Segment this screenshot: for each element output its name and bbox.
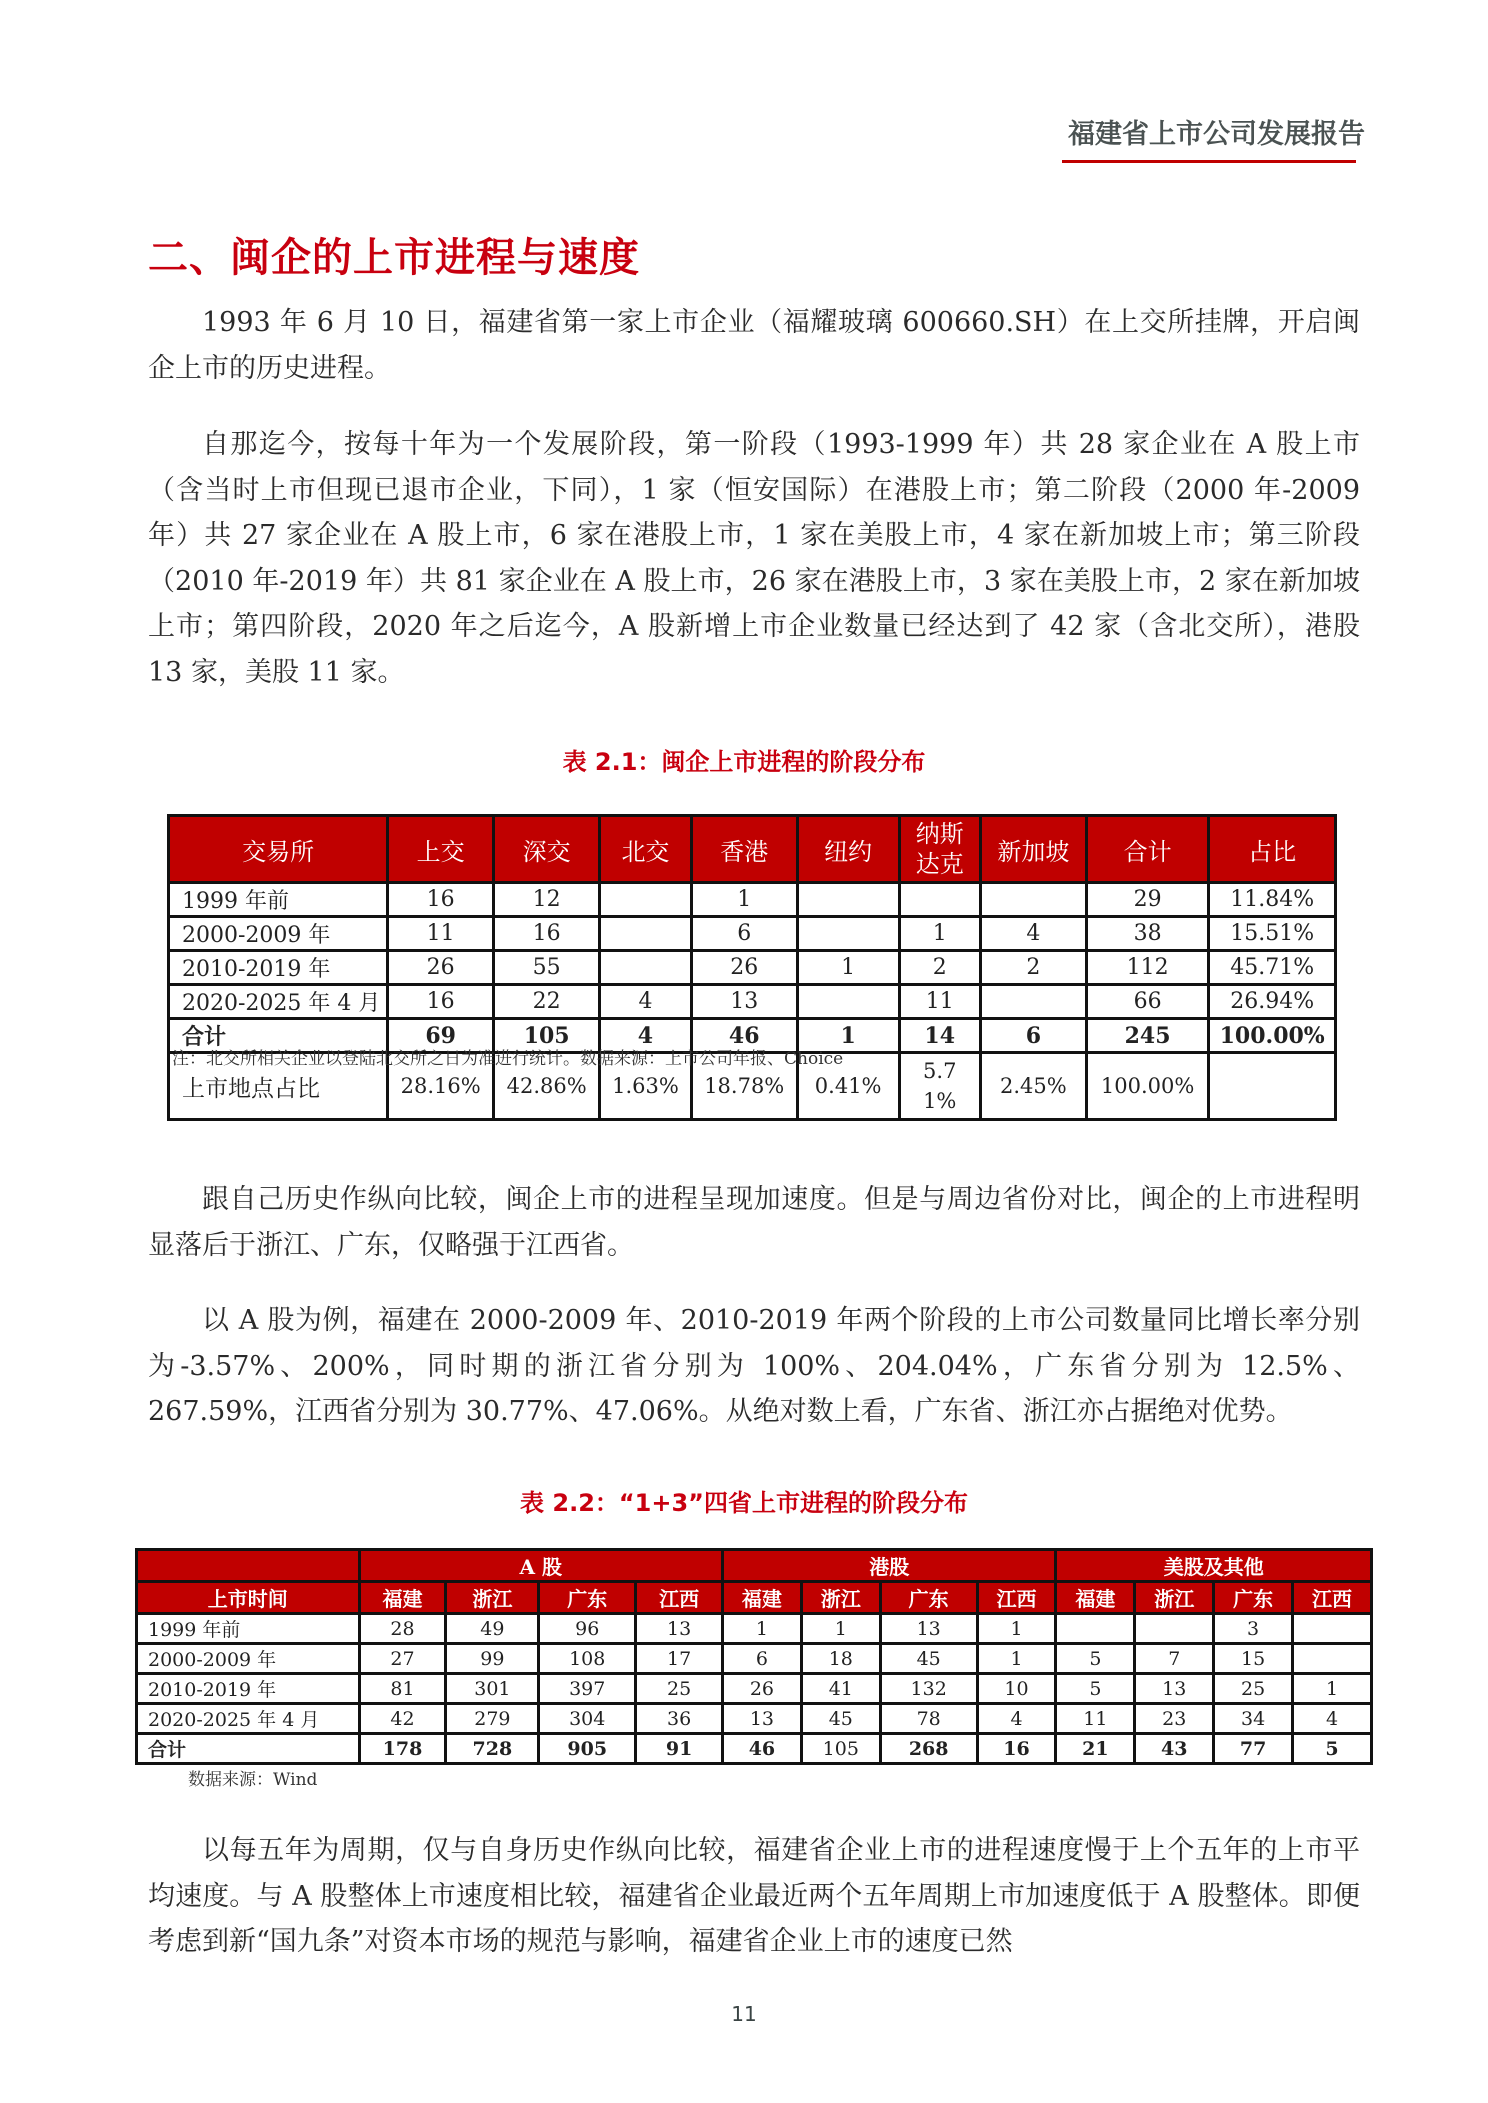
cell: 0.41% <box>797 1053 899 1120</box>
cell: 13 <box>1135 1674 1214 1704</box>
cell: 13 <box>880 1614 977 1644</box>
cell <box>1135 1614 1214 1644</box>
table2-header: 广东 <box>880 1582 977 1614</box>
table1-header: 交易所 <box>169 816 388 883</box>
cell: 2.45% <box>980 1053 1086 1120</box>
cell: 55 <box>494 951 600 985</box>
cell: 7 <box>1135 1644 1214 1674</box>
header-divider <box>1062 160 1356 163</box>
cell: 23 <box>1135 1704 1214 1734</box>
cell: 16 <box>494 917 600 951</box>
cell: 4 <box>980 917 1086 951</box>
table1-header: 香港 <box>691 816 797 883</box>
cell: 301 <box>446 1674 539 1704</box>
cell: 46 <box>723 1734 802 1764</box>
table-row <box>137 1644 1372 1674</box>
cell: 18.78% <box>691 1053 797 1120</box>
cell: 28 <box>359 1614 446 1644</box>
cell: 112 <box>1086 951 1208 985</box>
cell <box>600 951 692 985</box>
cell: 4 <box>977 1704 1056 1734</box>
table-row <box>137 1674 1372 1704</box>
cell: 13 <box>723 1704 802 1734</box>
table2-note: 数据来源：Wind <box>188 1770 318 1790</box>
cell <box>980 985 1086 1019</box>
table2-group-header: 美股及其他 <box>1056 1550 1372 1582</box>
cell <box>980 883 1086 917</box>
cell: 34 <box>1214 1704 1293 1734</box>
cell: 42 <box>359 1704 446 1734</box>
cell: 21 <box>1056 1734 1135 1764</box>
table1-header: 纽约 <box>797 816 899 883</box>
cell: 16 <box>388 883 494 917</box>
cell: 29 <box>1086 883 1208 917</box>
cell: 2 <box>899 951 980 985</box>
row-label: 2010-2019 年 <box>137 1674 360 1704</box>
cell: 4 <box>600 985 692 1019</box>
cell: 3 <box>1214 1614 1293 1644</box>
cell: 1 <box>977 1644 1056 1674</box>
cell: 41 <box>801 1674 880 1704</box>
table1-header: 合计 <box>1086 816 1208 883</box>
cell <box>797 883 899 917</box>
table1-header-row <box>169 816 1336 883</box>
row-label: 2000-2009 年 <box>169 917 388 951</box>
table-row <box>169 951 1336 985</box>
cell: 178 <box>359 1734 446 1764</box>
cell: 46 <box>691 1019 797 1053</box>
table2-header: 福建 <box>1056 1582 1135 1614</box>
cell: 22 <box>494 985 600 1019</box>
table2-header: 广东 <box>539 1582 636 1614</box>
cell: 1 <box>723 1614 802 1644</box>
table-total-row <box>137 1734 1372 1764</box>
table2-header: 浙江 <box>801 1582 880 1614</box>
cell: 14 <box>899 1019 980 1053</box>
cell: 77 <box>1214 1734 1293 1764</box>
cell: 100.00% <box>1209 1019 1336 1053</box>
cell: 15 <box>1214 1644 1293 1674</box>
cell: 1 <box>1293 1674 1372 1704</box>
table1-header: 新加坡 <box>980 816 1086 883</box>
cell: 6 <box>723 1644 802 1674</box>
table2-header: 浙江 <box>446 1582 539 1614</box>
table-row <box>137 1614 1372 1644</box>
table-row <box>169 883 1336 917</box>
cell: 13 <box>636 1614 723 1644</box>
cell: 16 <box>977 1734 1056 1764</box>
section-title: 二、闽企的上市进程与速度 <box>148 235 640 281</box>
cell: 10 <box>977 1674 1056 1704</box>
table2-header: 江西 <box>977 1582 1056 1614</box>
cell: 45 <box>801 1704 880 1734</box>
page-number: 11 <box>731 2002 757 2026</box>
cell: 4 <box>600 1019 692 1053</box>
cell: 105 <box>801 1734 880 1764</box>
cell: 304 <box>539 1704 636 1734</box>
cell: 108 <box>539 1644 636 1674</box>
row-label: 1999 年前 <box>137 1614 360 1644</box>
row-label: 1999 年前 <box>169 883 388 917</box>
table2-group-header: 港股 <box>723 1550 1056 1582</box>
cell: 45 <box>880 1644 977 1674</box>
table2-caption: 表 2.2：“1+3”四省上市进程的阶段分布 <box>520 1489 968 1517</box>
row-label: 2020-2025 年 4 月 <box>169 985 388 1019</box>
paragraph-4: 以 A 股为例，福建在 2000-2009 年、2010-2019 年两个阶段的上市公司数量同比增长率分别为-3.57%、200%，同时期的浙江省分别为 100%、204.04%，广东省分别为 12.5%、267.59%，江西省分别为 30.77%、47.06%。从绝对数上看，广东省、浙江亦占据绝对优势。 <box>148 1305 1360 1427</box>
cell <box>797 917 899 951</box>
cell: 100.00% <box>1086 1053 1208 1120</box>
cell: 78 <box>880 1704 977 1734</box>
cell: 43 <box>1135 1734 1214 1764</box>
cell: 66 <box>1086 985 1208 1019</box>
cell: 38 <box>1086 917 1208 951</box>
row-label: 合计 <box>137 1734 360 1764</box>
cell <box>797 985 899 1019</box>
table-row <box>137 1704 1372 1734</box>
cell: 728 <box>446 1734 539 1764</box>
cell: 6 <box>980 1019 1086 1053</box>
cell: 1 <box>797 951 899 985</box>
paragraph-5: 以每五年为周期，仅与自身历史作纵向比较，福建省企业上市的进程速度慢于上个五年的上市平均速度。与 A 股整体上市速度相比较，福建省企业最近两个五年周期上市加速度低于 A 股整体。即便考虑到新“国九条”对资本市场的规范与影响，福建省企业上市的速度已然 <box>148 1835 1360 1957</box>
cell: 2 <box>980 951 1086 985</box>
table-row <box>169 917 1336 951</box>
cell: 132 <box>880 1674 977 1704</box>
cell: 5 <box>1056 1674 1135 1704</box>
cell <box>899 1053 980 1120</box>
cell: 12 <box>494 883 600 917</box>
cell: 26 <box>723 1674 802 1704</box>
table1-header: 上交 <box>388 816 494 883</box>
table1-header: 深交 <box>494 816 600 883</box>
cell: 25 <box>1214 1674 1293 1704</box>
cell: 26 <box>691 951 797 985</box>
cell: 11 <box>1056 1704 1135 1734</box>
cell: 49 <box>446 1614 539 1644</box>
cell: 245 <box>1086 1019 1208 1053</box>
row-label: 2010-2019 年 <box>169 951 388 985</box>
table2-header: 浙江 <box>1135 1582 1214 1614</box>
table1-header <box>899 816 980 883</box>
table1-header-nasdaq: 纳斯达克 <box>915 820 964 878</box>
cell: 279 <box>446 1704 539 1734</box>
table2-header: 江西 <box>636 1582 723 1614</box>
cell-value: 5.71% <box>923 1059 957 1113</box>
table2-group-header <box>137 1550 360 1582</box>
cell: 4 <box>1293 1704 1372 1734</box>
table2-header: 福建 <box>359 1582 446 1614</box>
row-label: 2020-2025 年 4 月 <box>137 1704 360 1734</box>
table-row <box>169 985 1336 1019</box>
cell <box>1056 1614 1135 1644</box>
cell: 11 <box>388 917 494 951</box>
cell: 17 <box>636 1644 723 1674</box>
table1-header: 占比 <box>1209 816 1336 883</box>
table1-caption: 表 2.1：闽企上市进程的阶段分布 <box>562 748 926 776</box>
table2-sub-header-row <box>137 1582 1372 1614</box>
cell: 13 <box>691 985 797 1019</box>
cell: 42.86% <box>494 1053 600 1120</box>
cell: 1 <box>801 1614 880 1644</box>
cell: 69 <box>388 1019 494 1053</box>
cell: 45.71% <box>1209 951 1336 985</box>
cell: 28.16% <box>388 1053 494 1120</box>
cell: 905 <box>539 1734 636 1764</box>
cell: 5 <box>1293 1734 1372 1764</box>
cell <box>1293 1614 1372 1644</box>
cell: 26.94% <box>1209 985 1336 1019</box>
cell: 16 <box>388 985 494 1019</box>
paragraph-3: 跟自己历史作纵向比较，闽企上市的进程呈现加速度。但是与周边省份对比，闽企的上市进程明显落后于浙江、广东，仅略强于江西省。 <box>148 1184 1360 1261</box>
cell <box>600 917 692 951</box>
table-stage-distribution <box>167 814 1337 1121</box>
cell: 11 <box>899 985 980 1019</box>
table2-header: 福建 <box>723 1582 802 1614</box>
cell: 397 <box>539 1674 636 1704</box>
table2-group-header-row <box>137 1550 1372 1582</box>
table2-group-header: A 股 <box>359 1550 722 1582</box>
cell: 1 <box>977 1614 1056 1644</box>
table2-header: 上市时间 <box>137 1582 360 1614</box>
cell: 268 <box>880 1734 977 1764</box>
cell: 15.51% <box>1209 917 1336 951</box>
cell <box>1209 1053 1336 1120</box>
cell: 18 <box>801 1644 880 1674</box>
cell: 81 <box>359 1674 446 1704</box>
report-title: 福建省上市公司发展报告 <box>1068 119 1365 150</box>
cell: 27 <box>359 1644 446 1674</box>
table1-header: 北交 <box>600 816 692 883</box>
cell <box>899 883 980 917</box>
cell: 91 <box>636 1734 723 1764</box>
row-label: 合计 <box>169 1019 388 1053</box>
table-four-provinces <box>135 1548 1373 1765</box>
cell <box>1293 1644 1372 1674</box>
cell: 25 <box>636 1674 723 1704</box>
cell <box>600 883 692 917</box>
cell: 105 <box>494 1019 600 1053</box>
cell: 1 <box>899 917 980 951</box>
cell: 1.63% <box>600 1053 692 1120</box>
cell: 99 <box>446 1644 539 1674</box>
table2-header: 江西 <box>1293 1582 1372 1614</box>
cell: 1 <box>691 883 797 917</box>
table1-note: 注：北交所相关企业以登陆北交所之日为准进行统计。数据来源：上市公司年报、Choice <box>172 1049 844 1069</box>
paragraph-1: 1993 年 6 月 10 日，福建省第一家上市企业（福耀玻璃 600660.SH）在上交所挂牌，开启闽企上市的历史进程。 <box>148 307 1360 384</box>
row-label: 2000-2009 年 <box>137 1644 360 1674</box>
cell: 36 <box>636 1704 723 1734</box>
cell: 96 <box>539 1614 636 1644</box>
cell: 1 <box>797 1019 899 1053</box>
table2-header: 广东 <box>1214 1582 1293 1614</box>
cell: 6 <box>691 917 797 951</box>
cell: 26 <box>388 951 494 985</box>
cell: 11.84% <box>1209 883 1336 917</box>
paragraph-2: 自那迄今，按每十年为一个发展阶段，第一阶段（1993-1999 年）共 28 家企业在 A 股上市（含当时上市但现已退市企业，下同），1 家（恒安国际）在港股上市；第二阶段（2000 年-2009 年）共 27 家企业在 A 股上市，6 家在港股上市，1 家在美股上市，4 家在新加坡上市；第三阶段（2010 年-2019 年）共 81 家企业在 A 股上市，26 家在港股上市，3 家在美股上市，2 家在新加坡上市；第四阶段，2020 年之后迄今，A 股新增上市企业数量已经达到了 42 家（含北交所），港股 13 家，美股 11 家。 <box>148 429 1360 688</box>
row-label: 上市地点占比 <box>169 1053 388 1120</box>
cell: 5 <box>1056 1644 1135 1674</box>
